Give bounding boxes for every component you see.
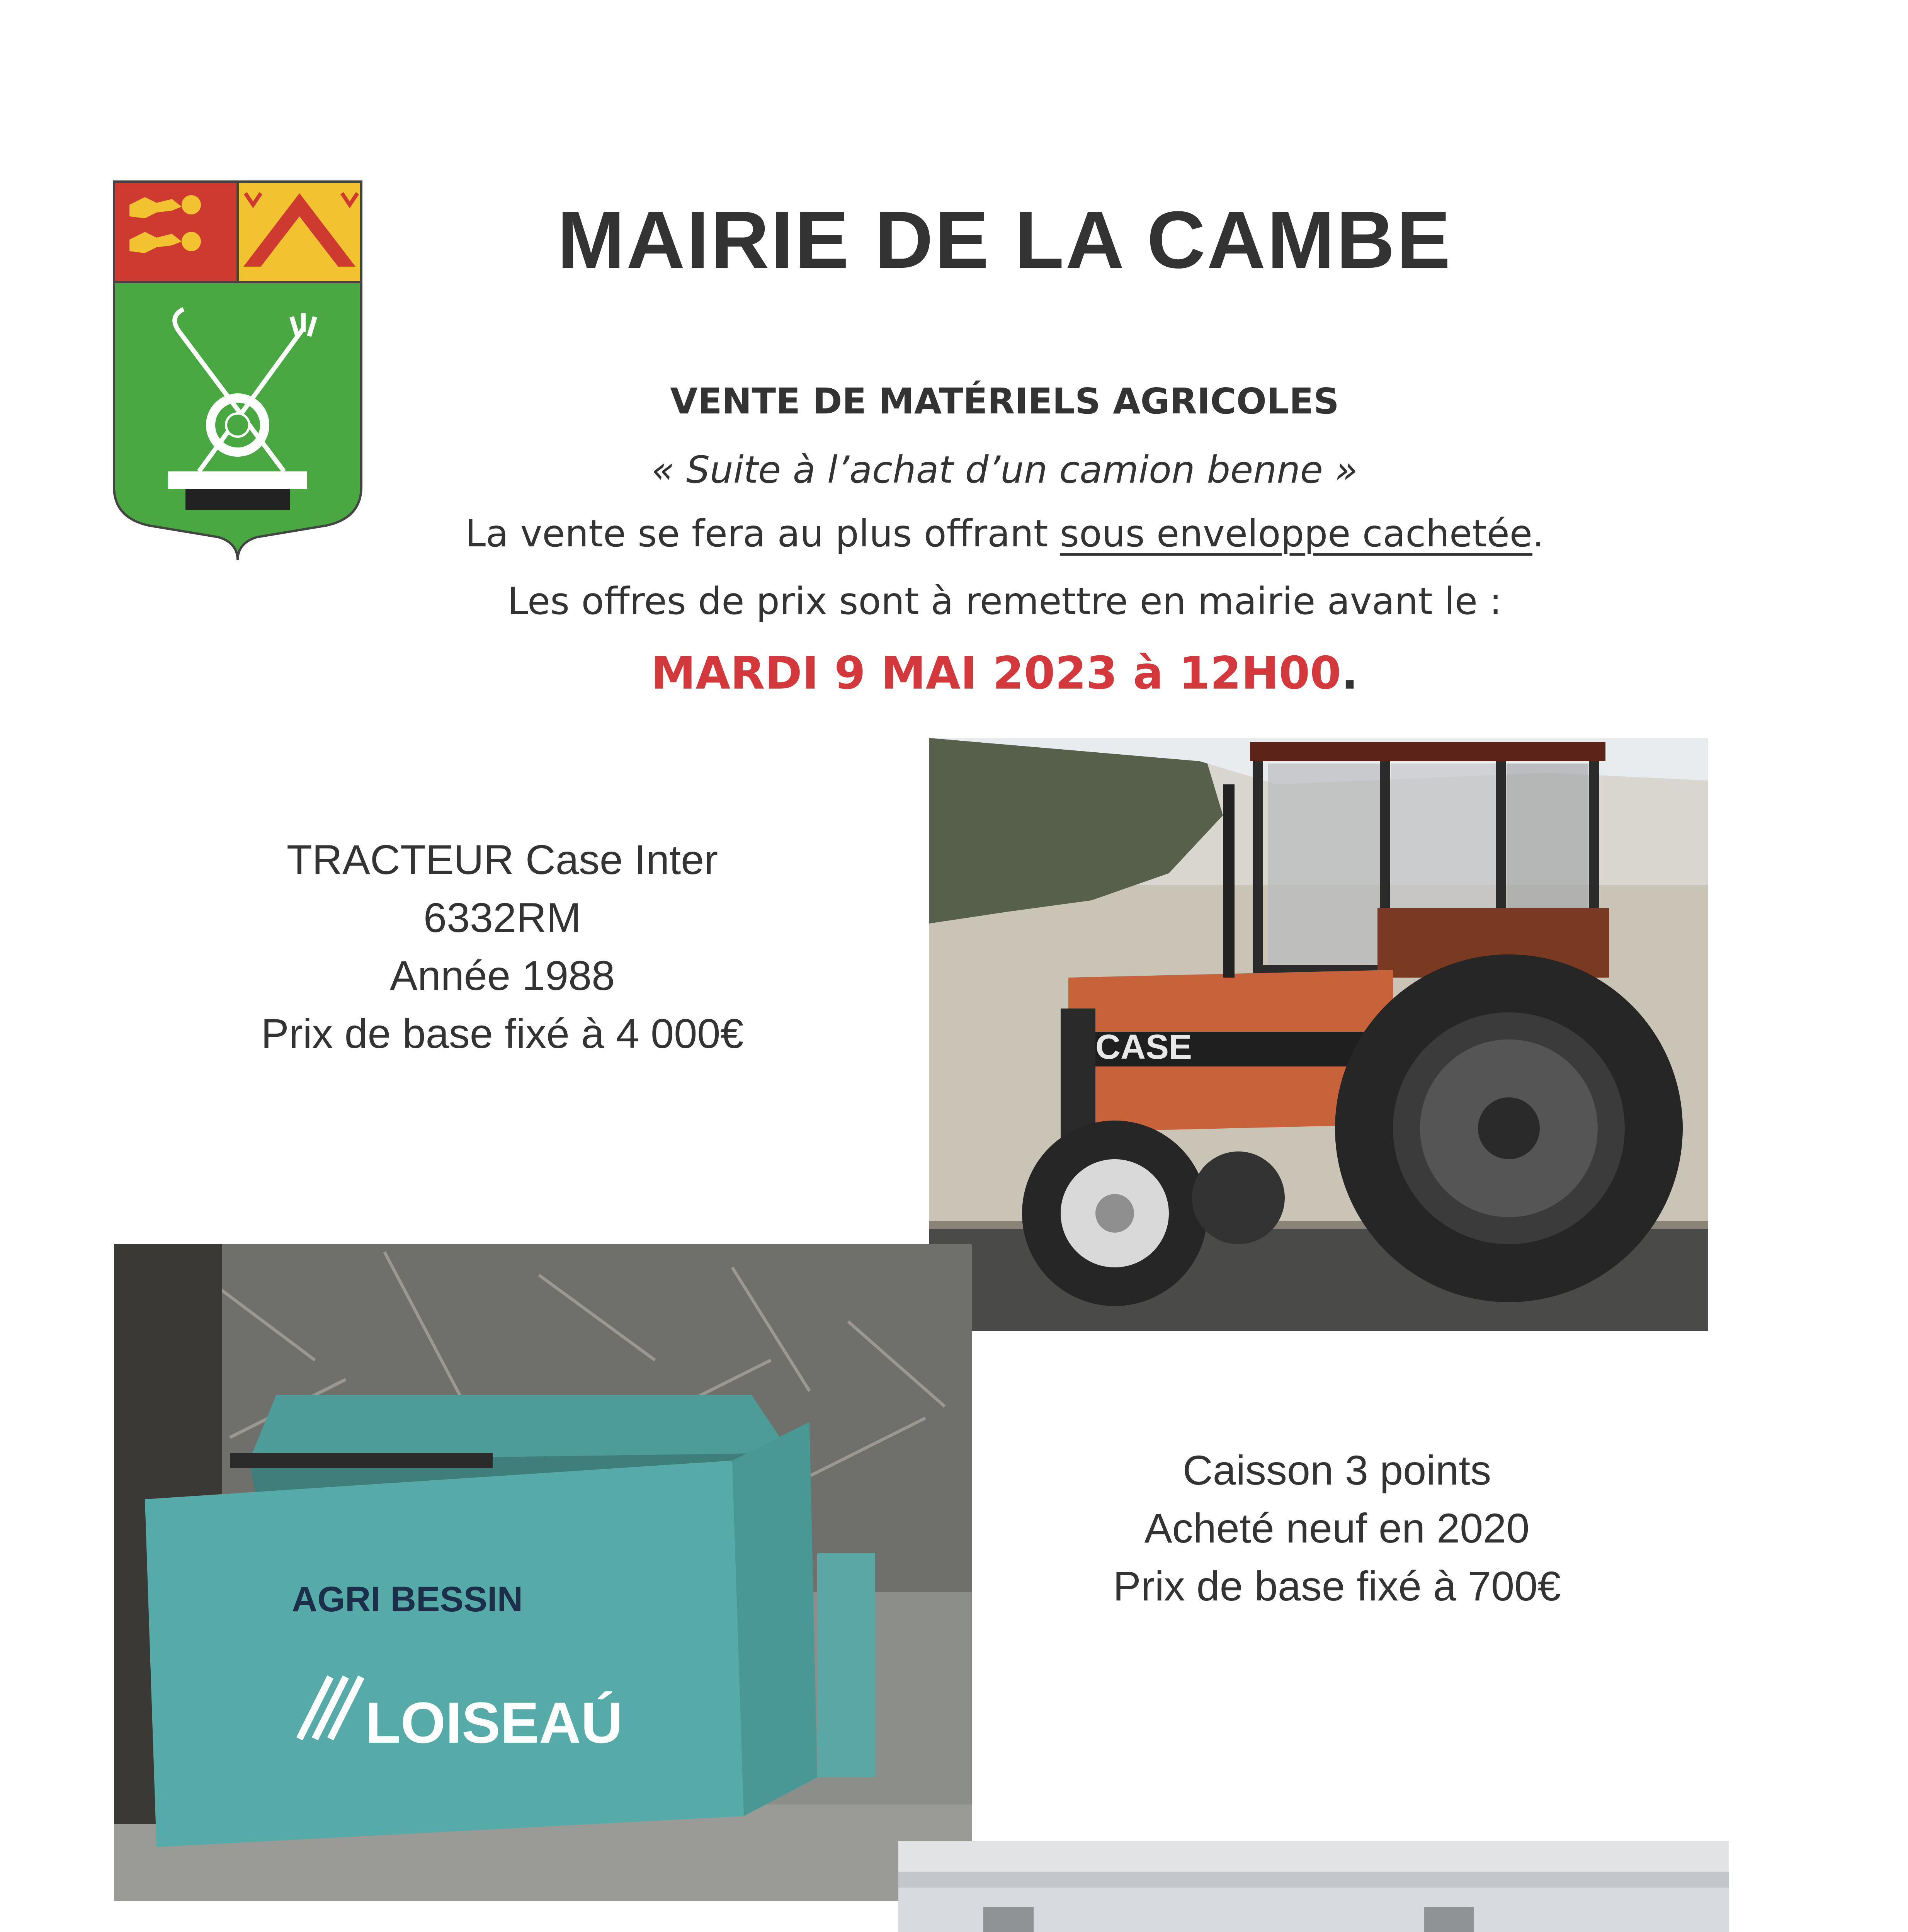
- offer-instructions: Les offres de prix sont à remettre en mairie avant le :: [507, 580, 1502, 623]
- sale-terms-underlined: sous enveloppe cachetée: [1060, 512, 1532, 555]
- item-caisson-description: [989, 1441, 1685, 1615]
- deadline-line: [406, 647, 1604, 699]
- sale-terms-line: [406, 512, 1604, 555]
- coat-of-arms-logo: [110, 178, 369, 564]
- caisson-logo-text: LOISEAÚ: [365, 1690, 623, 1755]
- item-tractor-line: Année 1988: [389, 952, 615, 999]
- caisson-photo: [114, 1244, 972, 1901]
- sale-terms-suffix: .: [1532, 512, 1544, 555]
- item-caisson-price: Prix de base fixé à 700€: [1113, 1563, 1561, 1609]
- item-tractor-line: TRACTEUR Case Inter: [286, 836, 718, 883]
- tagline: « Suite à l’achat d’un camion benne »: [651, 448, 1358, 492]
- item-caisson-line: Caisson 3 points: [1182, 1447, 1491, 1493]
- page-title: MAIRIE DE LA CAMBE: [557, 194, 1452, 285]
- remorque-photo: [898, 1841, 1729, 1932]
- deadline-suffix: .: [1341, 647, 1359, 699]
- tractor-brand-text: CASE: [1095, 1028, 1192, 1066]
- tractor-photo: [929, 738, 1708, 1331]
- item-tractor-description: [155, 831, 850, 1063]
- deadline-date: MARDI 9 MAI 2023 à 12H00: [651, 647, 1341, 699]
- subtitle: VENTE DE MATÉRIELS AGRICOLES: [670, 381, 1339, 422]
- item-tractor-line: 6332RM: [423, 894, 582, 941]
- item-tractor-price: Prix de base fixé à 4 000€: [261, 1010, 744, 1057]
- sale-terms-prefix: La vente se fera au plus offrant: [465, 512, 1060, 555]
- caisson-brand-text: AGRI BESSIN: [292, 1580, 523, 1619]
- item-caisson-line: Acheté neuf en 2020: [1144, 1505, 1530, 1551]
